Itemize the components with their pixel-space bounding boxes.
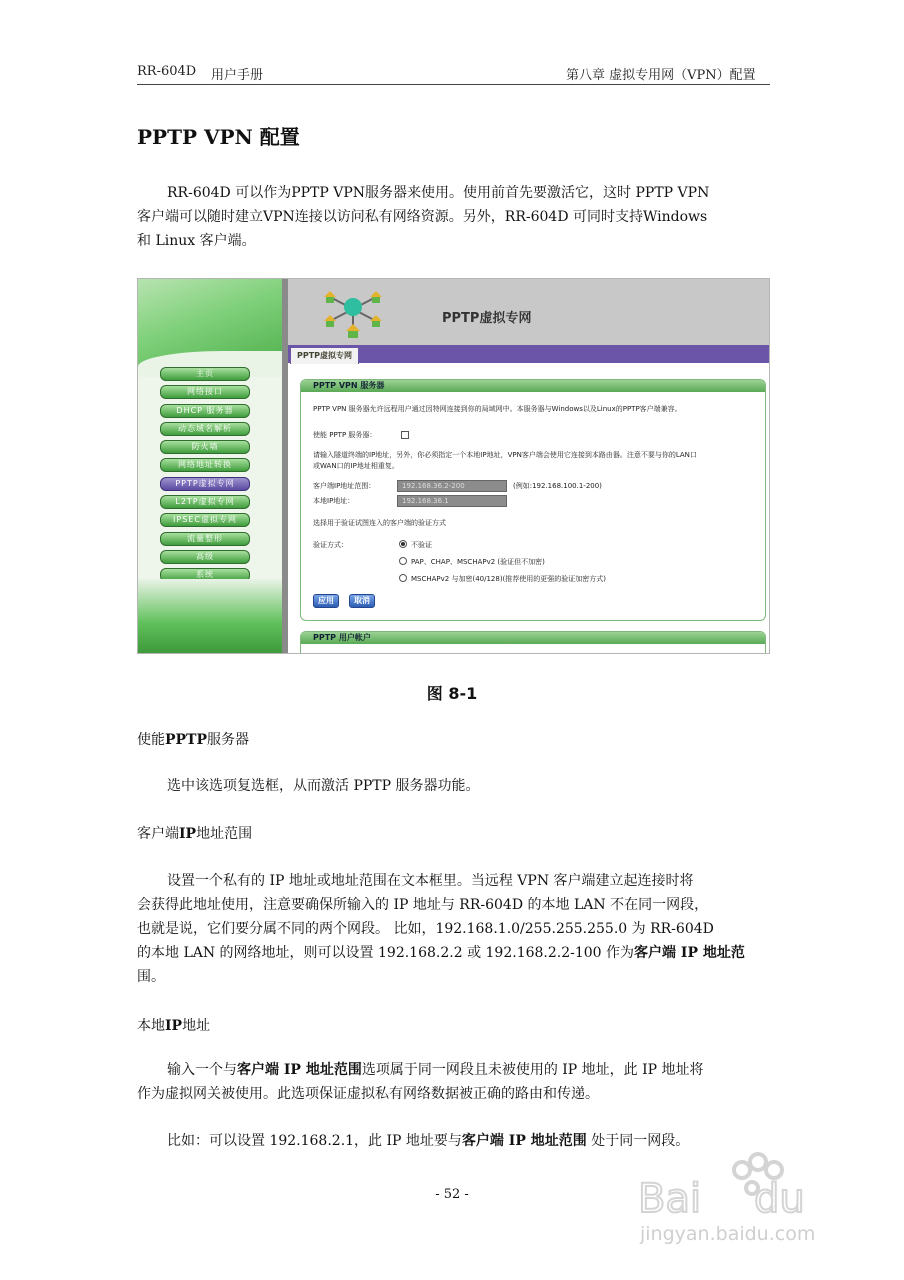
- section-title: PPTP VPN 配置: [137, 125, 300, 149]
- para2-line-4: 的本地 LAN 的网络地址，则可以设置 192.168.2.2 或 192.168.2.2-100 作为客户端 IP 地址范: [137, 945, 745, 961]
- subheading-local-ip: [137, 1015, 210, 1035]
- figure-banner-title: PPTP虚拟专网: [442, 311, 532, 326]
- figure-main: [288, 279, 769, 653]
- para2-line-5: 围。: [137, 969, 165, 985]
- para-client-range: [137, 869, 770, 989]
- svg-text:du: du: [754, 1176, 805, 1222]
- sub1-suffix: 服务器: [207, 732, 249, 748]
- auth-radio-mschap[interactable]: [399, 574, 407, 582]
- sub2-bold: IP: [179, 826, 197, 842]
- figure-sidebar: [138, 279, 282, 653]
- sidebar-menu-item[interactable]: 主页: [160, 367, 250, 381]
- figure-banner: [288, 279, 769, 345]
- pptp-panel-title: PPTP VPN 服务器: [301, 380, 765, 392]
- figure-caption: 图 8-1: [426, 684, 478, 703]
- pptp-users-title: PPTP 用户帐户: [301, 632, 765, 644]
- sidebar-menu-item[interactable]: 网络地址转换: [160, 458, 250, 472]
- header-title: 用户手册: [211, 68, 264, 83]
- sub1-prefix: 使能: [137, 732, 165, 748]
- sidebar-menu: [160, 367, 250, 605]
- header-model: RR-604D: [137, 64, 197, 79]
- client-range-example: (例如:192.168.100.1-200): [513, 482, 602, 490]
- intro-paragraph: [137, 181, 770, 253]
- sidebar-menu-item[interactable]: L2TP虚拟专网: [160, 495, 250, 509]
- note-line-1: 请输入隧道终端的IP地址，另外，你必须指定一个本地IP地址，VPN客户端会使用它连接到本路由器。注意不要与你的LAN口: [313, 451, 697, 459]
- para-enable-pptp: 选中该选项复选框，从而激活 PPTP 服务器功能。: [167, 778, 480, 794]
- pptp-server-panel: [300, 379, 766, 621]
- sub1-bold: PPTP: [165, 732, 207, 748]
- para3-line-1: 输入一个与客户端 IP 地址范围选项属于同一网段且未被使用的 IP 地址，此 IP 地址将: [167, 1062, 704, 1078]
- figure-router-screenshot: [137, 278, 770, 654]
- sidebar-menu-item[interactable]: IPSEC虚拟专网: [160, 513, 250, 527]
- sidebar-menu-item[interactable]: DHCP 服务器: [160, 404, 250, 418]
- para-example: 比如：可以设置 192.168.2.1，此 IP 地址要与客户端 IP 地址范围 处于同一网段。: [167, 1133, 690, 1149]
- para2-line-1: 设置一个私有的 IP 地址或地址范围在文本框里。当远程 VPN 客户端建立起连接时将: [167, 873, 694, 889]
- sidebar-menu-item[interactable]: PPTP虚拟专网: [160, 477, 250, 491]
- para2-line-3: 也就是说，它们要分属不同的两个网段。 比如，192.168.1.0/255.255.255.0 为 RR-604D: [137, 921, 714, 937]
- auth-option-none: 不验证: [411, 541, 432, 549]
- enable-pptp-checkbox[interactable]: [401, 431, 409, 439]
- auth-option-pap: PAP、CHAP、MSCHAPv2 (验证但不加密): [411, 558, 545, 566]
- figure-tabbar: [288, 345, 769, 363]
- subheading-client-range: [137, 823, 252, 843]
- subheading-enable-pptp: [137, 729, 249, 749]
- sub2-prefix: 客户端: [137, 826, 179, 842]
- svg-text:Bai: Bai: [638, 1176, 702, 1222]
- auth-label: 验证方式：: [313, 541, 348, 549]
- intro-line-1: RR-604D 可以作为PPTP VPN服务器来使用。使用前首先要激活它，这时 PPTP VPN: [167, 185, 710, 201]
- auth-radio-none[interactable]: [399, 540, 407, 548]
- enable-label: 使能 PPTP 服务器：: [313, 431, 377, 439]
- sub3-bold: IP: [165, 1018, 183, 1034]
- sidebar-menu-item[interactable]: 防火墙: [160, 440, 250, 454]
- para2-line-2: 会获得此地址使用，注意要确保所输入的 IP 地址与 RR-604D 的本地 LAN 不在同一网段，: [137, 897, 709, 913]
- sub2-suffix: 地址范围: [196, 826, 253, 842]
- intro-line-3: 和 Linux 客户端。: [137, 233, 256, 249]
- header-rule: [137, 84, 770, 85]
- page-number: - 52 -: [435, 1187, 469, 1202]
- auth-select-text: 选择用于验证试图连入的客户端的验证方式: [313, 519, 446, 527]
- header-chapter: 第八章 虚拟专用网（VPN）配置: [566, 68, 756, 83]
- sidebar-menu-item[interactable]: 动态域名解析: [160, 422, 250, 436]
- local-ip-label: 本地IP地址：: [313, 497, 355, 505]
- auth-radio-pap[interactable]: [399, 557, 407, 565]
- para-local-ip: [137, 1058, 770, 1106]
- figure-tab-pptp[interactable]: PPTP虚拟专网: [290, 347, 359, 364]
- intro-line-2: 客户端可以随时建立VPN连接以访问私有网络资源。另外，RR-604D 可同时支持Windows: [137, 209, 708, 225]
- sub3-suffix: 地址: [182, 1018, 211, 1034]
- watermark-url: jingyan.baidu.com: [640, 1223, 816, 1245]
- note-line-2: 或WAN口的IP地址相重复。: [313, 462, 399, 470]
- client-range-label: 客户端IP地址范围：: [313, 482, 376, 490]
- local-ip-input[interactable]: 192.168.36.1: [397, 495, 507, 507]
- auth-option-mschap: MSCHAPv2 与加密(40/128)(推荐使用的更强的验证加密方式): [411, 575, 607, 583]
- para3-line-2: 作为虚拟网关被使用。此选项保证虚拟私有网络数据被正确的路由和传递。: [137, 1086, 599, 1102]
- pptp-panel-desc: PPTP VPN 服务器允许远程用户通过因特网连接到你的局域网中。本服务器与Windows以及Linux的PPTP客户端兼容。: [313, 405, 682, 413]
- sidebar-menu-item[interactable]: 网络接口: [160, 385, 250, 399]
- sidebar-menu-item[interactable]: 流量整形: [160, 532, 250, 546]
- sidebar-menu-item[interactable]: 高级: [160, 550, 250, 564]
- sidebar-footer-art: [138, 579, 282, 653]
- cancel-button[interactable]: 取消: [349, 594, 375, 608]
- client-range-input[interactable]: 192.168.36.2-200: [397, 480, 507, 492]
- sidebar-menu-item[interactable]: 系统: [160, 568, 250, 582]
- pptp-users-panel: [300, 631, 766, 654]
- apply-button[interactable]: 应用: [313, 594, 339, 608]
- network-icon: [318, 285, 388, 341]
- sub3-prefix: 本地: [137, 1018, 165, 1034]
